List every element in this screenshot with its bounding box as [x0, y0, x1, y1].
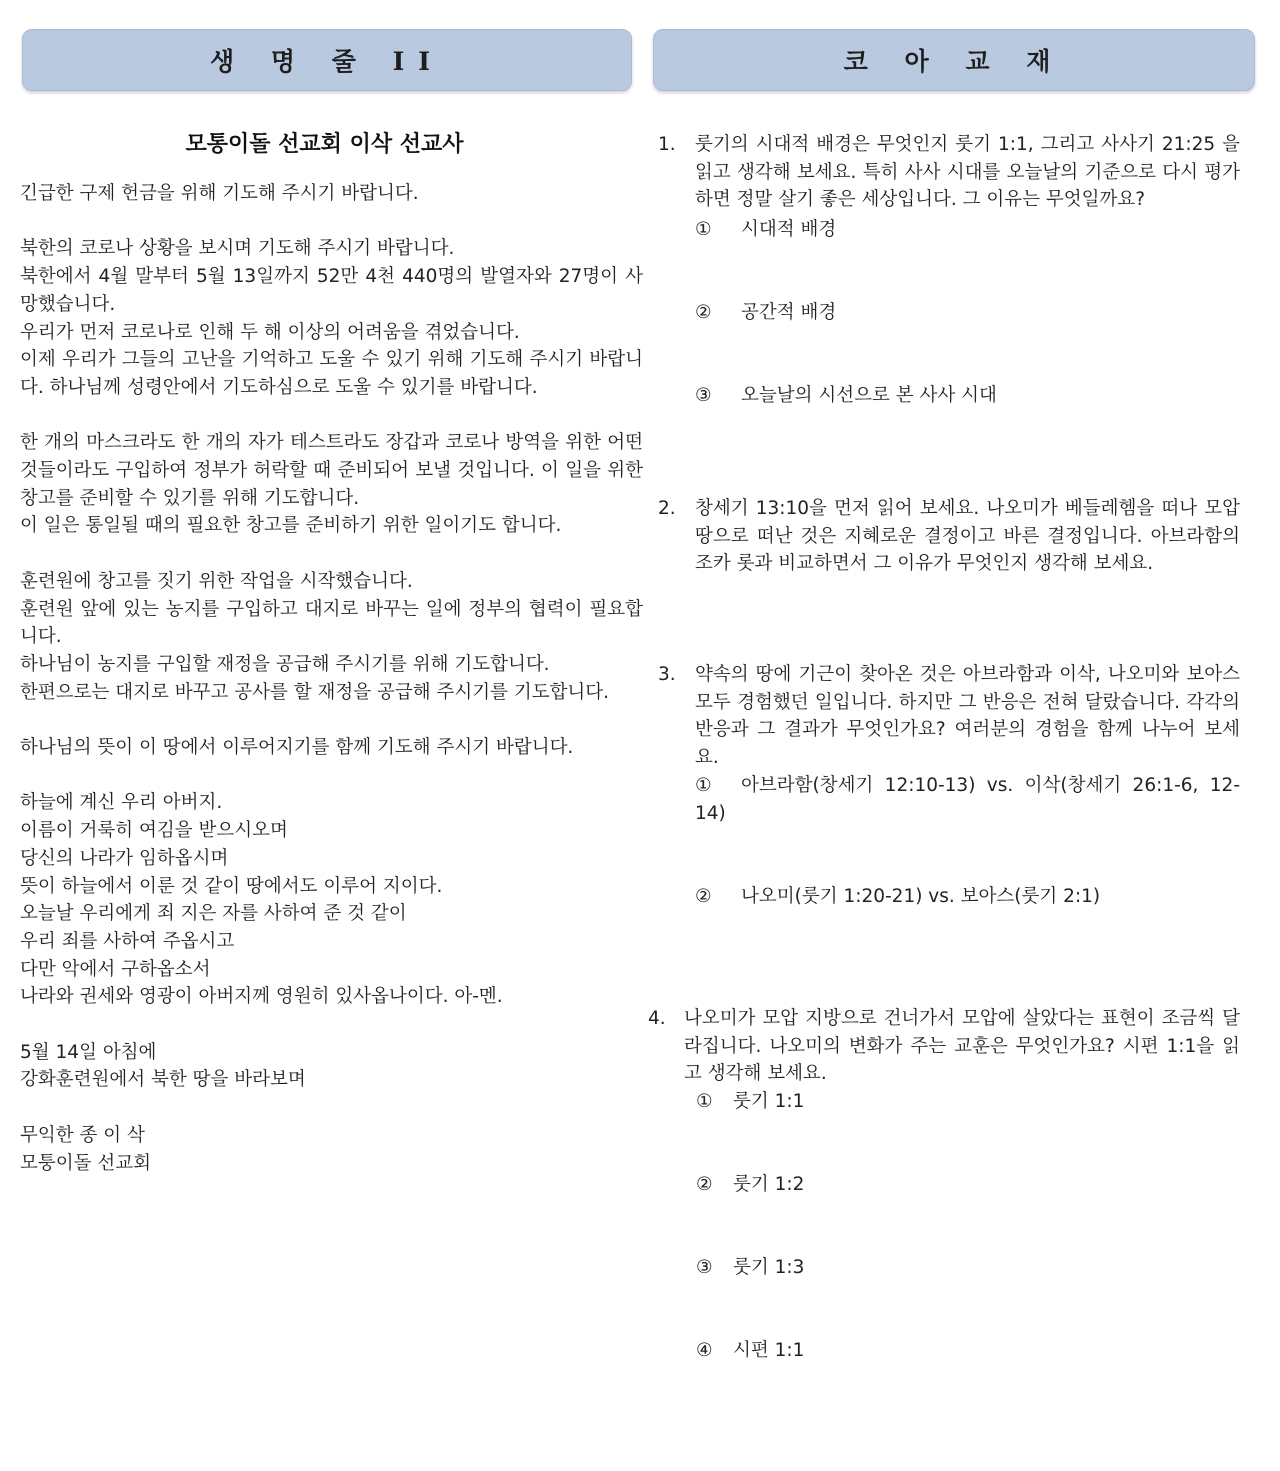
- sub-text: 공간적 배경: [741, 302, 837, 324]
- letter-paragraph: [20, 1122, 643, 1177]
- question-text: 나오미가 모압 지방으로 건너가서 모압에 살았다는 표현이 조금씩 달라집니다. 나오미의 변화가 주는 교훈은 무엇인가요? 시편 1:1을 읽고 생각해 보세요.: [684, 1008, 1240, 1085]
- sub-marker: ②: [695, 302, 712, 324]
- letter-line: 나라와 권세와 영광이 아버지께 영원히 있사옵나이다. 아-멘.: [20, 986, 503, 1008]
- letter-paragraph: [20, 1039, 643, 1094]
- letter-line: 뜻이 하늘에서 이룬 것 같이 땅에서도 이루어 지이다.: [20, 875, 443, 897]
- sub-text: 오늘날의 시선으로 본 사사 시대: [741, 385, 997, 407]
- study-questions-column: [648, 131, 1240, 1365]
- question-number: 1.: [658, 134, 676, 155]
- sub-marker: ③: [695, 385, 712, 407]
- question-number: 2.: [658, 498, 676, 519]
- sub-marker: ①: [695, 774, 712, 796]
- sub-marker: ②: [695, 885, 712, 907]
- sub-text: 시편 1:1: [733, 1340, 805, 1362]
- header-right-title: 코 아 교 재: [653, 29, 1255, 91]
- letter-line: 하늘에 계신 우리 아버지.: [20, 792, 223, 814]
- sub-text: 룻기 1:3: [733, 1257, 805, 1279]
- letter-line: 오늘날 우리에게 죄 지은 자를 사하여 준 것 같이: [20, 903, 407, 925]
- sub-item: [695, 216, 1240, 244]
- sub-item: [696, 1088, 1240, 1116]
- sub-item: [696, 1254, 1240, 1282]
- sub-item: [695, 772, 1240, 827]
- sub-marker: ①: [695, 219, 712, 241]
- question-1: [658, 131, 1240, 495]
- letter-paragraph: [20, 180, 643, 208]
- letter-line: 이 일은 통일될 때의 필요한 창고를 준비하기 위한 일이기도 합니다.: [20, 515, 562, 537]
- sub-item: [695, 382, 1240, 410]
- sub-text: 아브라함(창세기 12:10-13) vs. 이삭(창세기 26:1-6, 12-14): [695, 774, 1240, 824]
- sub-text: 시대적 배경: [741, 219, 837, 241]
- sub-marker: ④: [696, 1340, 713, 1362]
- letter-line: 무익한 종 이 삭: [20, 1124, 145, 1146]
- question-text: 약속의 땅에 기근이 찾아온 것은 아브라함과 이삭, 나오미와 보아스 모두 경험했던 일입니다. 하지만 그 반응은 전혀 달랐습니다. 각각의 반응과 그 결과가 무엇인가요? 여러분의 경험을 함께 나누어 보세요.: [695, 664, 1240, 769]
- sub-marker: ①: [696, 1091, 713, 1113]
- letter-line: 5월 14일 아침에: [20, 1041, 157, 1063]
- letter-line: 이름이 거룩히 여김을 받으시오며: [20, 820, 288, 842]
- letter-line: 우리 죄를 사하여 주옵시고: [20, 930, 235, 952]
- letter-line: 긴급한 구제 헌금을 위해 기도해 주시기 바랍니다.: [20, 183, 419, 204]
- letter-line: 모퉁이돌 선교회: [20, 1152, 151, 1174]
- letter-line: 강화훈련원에서 북한 땅을 바라보며: [20, 1069, 306, 1091]
- letter-line: 북한의 코로나 상황을 보시며 기도해 주시기 바랍니다.: [20, 238, 455, 260]
- sub-text: 룻기 1:2: [733, 1174, 805, 1196]
- letter-line: 한편으로는 대지로 바꾸고 공사를 할 재정을 공급해 주시기를 기도합니다.: [20, 681, 610, 703]
- letter-line: 당신의 나라가 임하옵시며: [20, 847, 229, 869]
- sub-item: [695, 299, 1240, 327]
- letter-title: 모통이돌 선교회 이삭 선교사: [185, 132, 464, 157]
- prayer-letter-column: [20, 128, 643, 1205]
- letter-paragraph: [20, 235, 643, 401]
- question-text: 창세기 13:10을 먼저 읽어 보세요. 나오미가 베들레헴을 떠나 모압 땅으로 떠난 것은 지혜로운 결정이고 바른 결정입니다. 아브라함의 조카 롯과 비교하면서 그 이유가 무엇인지 생각해 보세요.: [695, 498, 1240, 575]
- question-2: [658, 495, 1240, 661]
- sub-item: [696, 1171, 1240, 1199]
- sub-item: [695, 883, 1240, 911]
- letter-paragraph: [20, 568, 643, 707]
- question-3: [658, 661, 1240, 1005]
- question-number: 3.: [658, 664, 676, 685]
- letter-line: 훈련원에 창고를 짓기 위한 작업을 시작했습니다.: [20, 570, 413, 592]
- sub-item: [696, 1337, 1240, 1365]
- question-number: 4.: [648, 1008, 666, 1029]
- letter-line: 북한에서 4월 말부터 5월 13일까지 52만 4천 440명의 발열자와 27명이 사망했습니다.: [20, 266, 643, 315]
- letter-paragraph: [20, 429, 643, 540]
- sub-marker: ②: [696, 1174, 713, 1196]
- letter-line: 하나님이 농지를 구입할 재정을 공급해 주시기를 위해 기도합니다.: [20, 653, 550, 675]
- question-4: [648, 1005, 1240, 1365]
- letter-line: 하나님의 뜻이 이 땅에서 이루어지기를 함께 기도해 주시기 바랍니다.: [20, 737, 574, 758]
- letter-line: 우리가 먼저 코로나로 인해 두 해 이상의 어려움을 겪었습니다.: [20, 321, 520, 343]
- question-text: 룻기의 시대적 배경은 무엇인지 룻기 1:1, 그리고 사사기 21:25 을 읽고 생각해 보세요. 특히 사사 시대를 오늘날의 기준으로 다시 평가하면 정말 살기 좋은 세상입니다. 그 이유는 무엇일까요?: [695, 134, 1240, 211]
- letter-body: [20, 180, 643, 1177]
- letter-line: 이제 우리가 그들의 고난을 기억하고 도울 수 있기 위해 기도해 주시기 바랍니다. 하나님께 성령안에서 기도하심으로 도울 수 있기를 바랍니다.: [20, 349, 643, 398]
- sub-text: 나오미(룻기 1:20-21) vs. 보아스(룻기 2:1): [741, 885, 1101, 907]
- letter-line: 한 개의 마스크라도 한 개의 자가 테스트라도 장갑과 코로나 방역을 위한 어떤 것들이라도 구입하여 정부가 허락할 때 준비되어 보낼 것입니다. 이 일을 위한 창고를 준비할 수 있기를 위해 기도합니다.: [20, 432, 643, 509]
- letter-line: 다만 악에서 구하옵소서: [20, 958, 211, 980]
- letter-paragraph: [20, 789, 643, 1011]
- sub-marker: ③: [696, 1257, 713, 1279]
- sub-text: 룻기 1:1: [733, 1091, 805, 1113]
- header-left-title: 생 명 줄 II: [22, 29, 632, 91]
- letter-paragraph: [20, 734, 643, 762]
- letter-line: 훈련원 앞에 있는 농지를 구입하고 대지로 바꾸는 일에 정부의 협력이 필요합니다.: [20, 598, 643, 648]
